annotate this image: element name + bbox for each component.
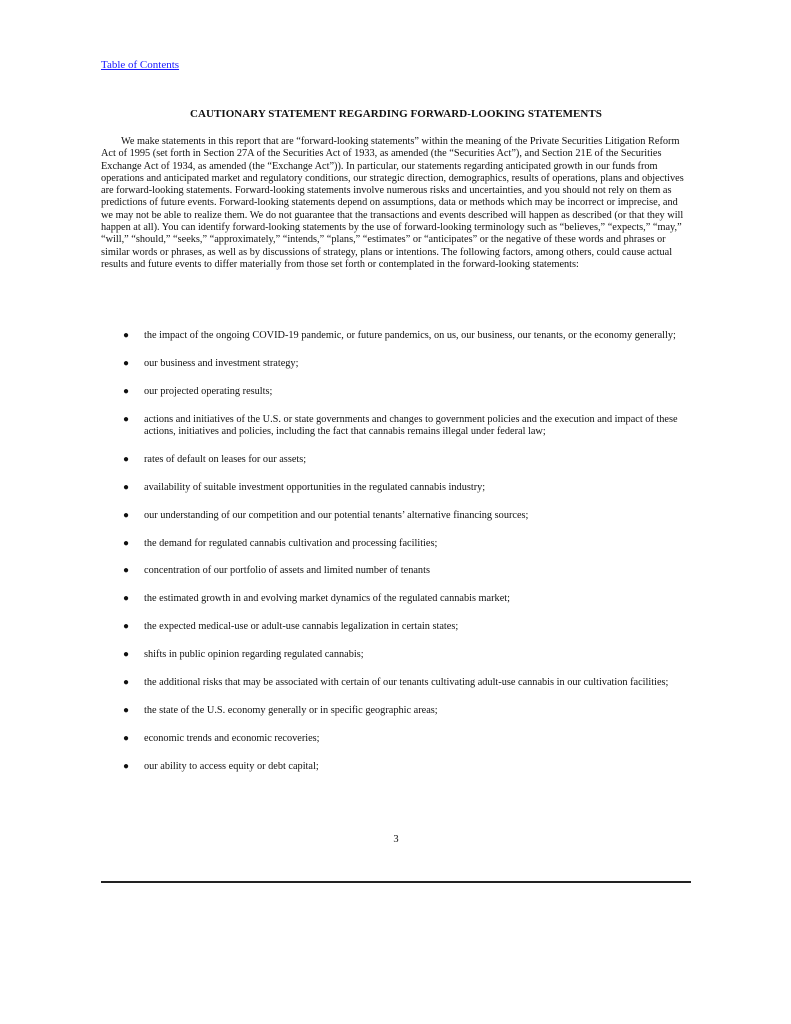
bullet-icon: ● — [123, 704, 130, 716]
list-item — [101, 733, 692, 745]
list-item-text: economic trends and economic recoveries; — [144, 732, 320, 744]
bullet-icon: ● — [123, 537, 130, 549]
table-of-contents-link[interactable]: Table of Contents — [101, 59, 180, 71]
bullet-icon: ● — [123, 760, 130, 772]
bullet-icon: ● — [123, 676, 130, 688]
list-item-text: concentration of our portfolio of assets and limited number of tenants — [144, 565, 430, 577]
list-item — [101, 386, 692, 398]
risk-factor-list — [101, 330, 692, 789]
list-item — [101, 565, 692, 577]
bullet-icon: ● — [123, 565, 130, 577]
section-heading: CAUTIONARY STATEMENT REGARDING FORWARD-LOOKING STATEMENTS — [190, 108, 602, 120]
bullet-icon: ● — [123, 481, 130, 493]
intro-paragraph: We make statements in this report that are “forward-looking statements” within the meaning of the Private Securities Litigation Reform Act of 1995 (set forth in Section 27A of the Securities Act of 1933, as amended (the “Securities Act”), and Section 21E of the Securities Exchange Act of 1934, as amended (the “Exchange Act”)). In particular, our statements regarding anticipated growth in our funds from operations and anticipated market and regulatory conditions, our strategic direction, demographics, results of operations, plans and objectives are forward-looking statements. Forward-looking statements involve numerous risks and uncertainties, and you should not rely on them as predictions of future events. Forward-looking statements depend on assumptions, data or methods which may be incorrect or imprecise, and we may not be able to realize them. We do not guarantee that the transactions and events described will happen as described (or that they will happen at all). You can identify forward-looking statements by the use of forward-looking terminology such as “believes,” “expects,” “may,” “will,” “should,” “seeks,” “approximately,” “intends,” “plans,” “estimates” or “anticipates” or the negative of these words and phrases or similar words or phrases, as well as by discussions of strategy, plans or intentions. The following factors, among others, could cause actual results and future events to differ materially from those set forth or contemplated in the forward-looking statements: — [101, 136, 684, 270]
list-item — [101, 358, 692, 370]
bullet-icon: ● — [123, 385, 130, 397]
list-item-text: our ability to access equity or debt capital; — [144, 760, 319, 772]
list-item-text: the impact of the ongoing COVID-19 pandemic, or future pandemics, on us, our business, our tenants, or the economy generally; — [144, 330, 676, 341]
list-item — [101, 649, 692, 661]
bullet-icon: ● — [123, 453, 130, 465]
list-item-text: the state of the U.S. economy generally or in specific geographic areas; — [144, 704, 438, 716]
list-item-text: our business and investment strategy; — [144, 357, 299, 369]
bullet-icon: ● — [123, 649, 130, 661]
list-item-text: shifts in public opinion regarding regulated cannabis; — [144, 649, 364, 661]
bullet-icon: ● — [123, 413, 130, 425]
bullet-icon: ● — [123, 357, 130, 369]
list-item — [101, 482, 692, 494]
list-item-text: rates of default on leases for our assets; — [144, 453, 307, 465]
page-number: 3 — [393, 834, 399, 845]
list-item — [101, 454, 692, 466]
list-item-text: actions and initiatives of the U.S. or state governments and changes to government policies and the execution and impact of these actions, initiatives and policies, including the fact that cannabis remains illegal under federal law; — [144, 413, 678, 437]
bullet-icon: ● — [123, 330, 130, 341]
bullet-icon: ● — [123, 593, 130, 605]
bullet-icon: ● — [123, 732, 130, 744]
list-item — [101, 593, 692, 605]
list-item — [101, 330, 692, 342]
list-item — [101, 538, 692, 550]
list-item-text: the estimated growth in and evolving market dynamics of the regulated cannabis market; — [144, 593, 510, 605]
list-item-text: availability of suitable investment opportunities in the regulated cannabis industry; — [144, 481, 486, 493]
list-item-text: the expected medical-use or adult-use cannabis legalization in certain states; — [144, 621, 459, 633]
list-item — [101, 761, 692, 773]
page-divider — [101, 881, 691, 883]
list-item — [101, 621, 692, 633]
list-item — [101, 510, 692, 522]
bullet-icon: ● — [123, 509, 130, 521]
list-item — [101, 705, 692, 717]
list-item-text: the demand for regulated cannabis cultivation and processing facilities; — [144, 537, 438, 549]
list-item-text: the additional risks that may be associated with certain of our tenants cultivating adult-use cannabis in our cultivation facilities; — [144, 676, 669, 688]
list-item — [101, 677, 692, 689]
list-item-text: our understanding of our competition and our potential tenants’ alternative financing sources; — [144, 509, 529, 521]
bullet-icon: ● — [123, 621, 130, 633]
list-item-text: our projected operating results; — [144, 385, 273, 397]
list-item — [101, 414, 692, 439]
